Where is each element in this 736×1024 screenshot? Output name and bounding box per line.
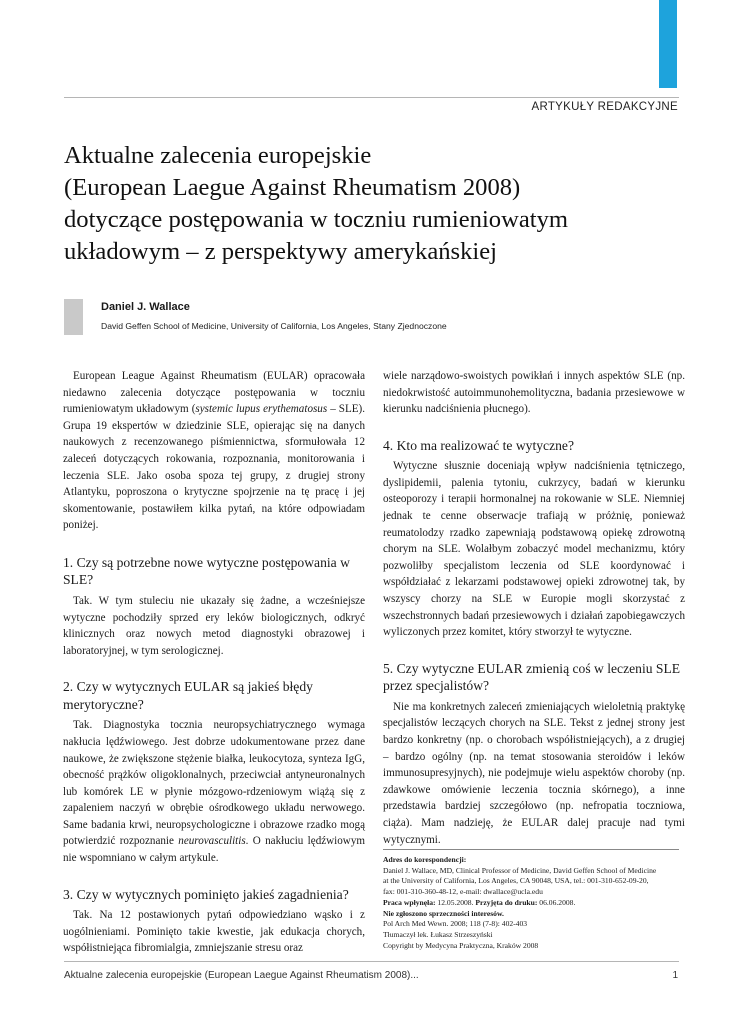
title-line: (European Laegue Against Rheumatism 2008) xyxy=(64,174,521,201)
translator: Tłumaczył lek. Łukasz Strzeszyński xyxy=(383,929,493,939)
section-4-paragraph: Wytyczne słusznie doceniają wpływ nadciśnienia tętniczego, dyslipidemii, palenia tytoniu, cukrzycy, badań w kierunku osteoporozy i terapii hormonalnej na rokowanie w SLE. Niemniej jednak te cenne obserwacje trafiają w próżnię, ponieważ reumatolodzy rzadko zapewniają podstawową opiekę zdrowotną chorym na SLE. Wolałbym zobaczyć model mechanizmu, który pozwoliłby specjalistom leczenia od SLE koordynować i współdziałać z lekarzami podstawowej opieki zdrowotnej tak, by wszyscy chorzy na SLE w Europie mogli skorzystać z wszechstronnych badań przesiewowych i działań zapobiegawczych wyliczonych przez komitet, który stworzył te wytyczne. xyxy=(383,460,685,639)
author-name: Daniel J. Wallace xyxy=(101,301,190,313)
title-line: układowym – z perspektywy amerykańskiej xyxy=(64,238,498,265)
copyright: Copyright by Medycyna Praktyczna, Kraków 2008 xyxy=(383,940,539,950)
top-divider xyxy=(64,97,679,98)
section-2-paragraph: Tak. Diagnostyka tocznia neuropsychiatrycznego wymaga nakłucia lędźwiowego. Jest dobrze udokumentowane przez dane naukowe, że zwiększone stężenie białka, leukocytoza, synteza IgG, obecność prążków oligoklonalnych, przeciwciał antyneuronalnych lub komórek LE w płynie mózgowo-rdzeniowym wiążą się z zapaleniem naczyń w obrębie ośrodkowego układu nerwowego. Same badania krwi, neuropsychologiczne i obrazowe rzadko mogą potwierdzić rozpoznanie neurovasculitis. O nakłuciu lędźwiowym nie wspomniano w całym artykule. xyxy=(63,719,365,865)
received-dates: Praca wpłynęła: 12.05.2008. Przyjęta do druku: 06.06.2008. xyxy=(383,897,576,907)
section-2-heading: 2. Czy w wytycznych EULAR są jakieś błędy merytoryczne? xyxy=(63,679,313,712)
title-line: dotyczące postępowania w toczniu rumieniowatym xyxy=(64,206,569,233)
correspondence-line: Daniel J. Wallace, MD, Clinical Professor of Medicine, David Geffen School of Medicine xyxy=(383,865,657,875)
author-affiliation: David Geffen School of Medicine, University of California, Los Angeles, Stany Zjednoczone xyxy=(101,321,447,331)
left-column xyxy=(63,368,365,957)
footer-running-title: Aktualne zalecenia europejskie (European Laegue Against Rheumatism 2008)... xyxy=(64,970,419,981)
section-1-paragraph: Tak. W tym stuleciu nie ukazały się żadne, a wcześniejsze wytyczne pochodziły sprzed ery leków biologicznych, odkryć klinicznych oraz nowych metod diagnostyki obrazowej i laboratoryjnej, w tym serologicznej. xyxy=(63,594,365,657)
bottom-divider xyxy=(64,961,679,962)
conflict-statement: Nie zgłoszono sprzeczności interesów. xyxy=(383,908,504,918)
section-3-continued: wiele narządowo-swoistych powikłań i innych aspektów SLE (np. niedokrwistość autoimmunohemolityczna, badania przesiewowe w kierunku nadciśnienia płucnego). xyxy=(383,370,685,416)
correspondence-label: Adres do korespondencji: xyxy=(383,855,467,864)
section-4-heading: 4. Kto ma realizować te wytyczne? xyxy=(383,437,574,453)
author-marker xyxy=(64,299,83,335)
section-5-paragraph: Nie ma konkretnych zaleceń zmieniających wieloletnią praktykę specjalistów leczących chorych na SLE. Tekst z jednej strony jest bardzo konkretny (np. o chorobach współistniejących), a z drugiej – bardzo ogólny (np. na temat stosowania steroidów i leków immunosupresyjnych), nie podejmuje wielu aspektów choroby (np. zdawkowe omówienie leczenia tocznia skórnego), a inne przedstawia bardziej szczegółowo (np. nefropatia toczniowa, ciąża). Mam nadzieję, że EULAR dalej pracuje nad tymi wytycznymi. xyxy=(383,700,685,846)
correspondence-divider xyxy=(383,849,679,850)
section-5-heading: 5. Czy wytyczne EULAR zmienią coś w leczeniu SLE przez specjalistów? xyxy=(383,660,681,694)
section-3-paragraph: Tak. Na 12 postawionych pytań odpowiedziano wąsko i z uogólnieniami. Pominięto takie kwestie, jak edukacja chorych, współistniejąca fibromialgia, zmniejszanie stresu oraz xyxy=(63,909,365,955)
section-1-heading: 1. Czy są potrzebne nowe wytyczne postępowania w SLE? xyxy=(63,554,350,588)
accent-bar xyxy=(659,0,677,88)
correspondence-box xyxy=(383,849,679,951)
citation: Pol Arch Med Wewn. 2008; 118 (7-8): 402-403 xyxy=(383,919,528,929)
article-title xyxy=(64,140,684,268)
intro-paragraph: European League Against Rheumatism (EULAR) opracowała niedawno zalecenia dotyczące postępowania w toczniu rumieniowatym układowym (systemic lupus erythematosus – SLE). Grupa 19 ekspertów w dziedzinie SLE, opierając się na danych naukowych z recenzowanego piśmiennictwa, sformułowała 12 zaleceń dotyczących rokowania, rozpoznania, monitorowania i leczenia SLE. Jako osoba spoza tej grupy, z drugiej strony Atlantyku, poproszona o krytyczne spojrzenie na tę pracę i jej skomentowanie, postawiłem kilka pytań, na które odpowiadam poniżej. xyxy=(63,370,365,532)
section-3-heading: 3. Czy w wytycznych pominięto jakieś zagadnienia? xyxy=(63,886,349,902)
correspondence-line: at the University of California, Los Angeles, CA 90048, USA, tel.: 001-310-652-09-20, xyxy=(383,876,649,886)
correspondence-line: fax: 001-310-360-48-12, e-mail: dwallace@ucla.edu xyxy=(383,887,543,897)
right-column xyxy=(383,368,685,848)
page-number: 1 xyxy=(672,970,678,981)
title-line: Aktualne zalecenia europejskie xyxy=(64,142,372,169)
section-label: ARTYKUŁY REDAKCYJNE xyxy=(531,101,678,113)
